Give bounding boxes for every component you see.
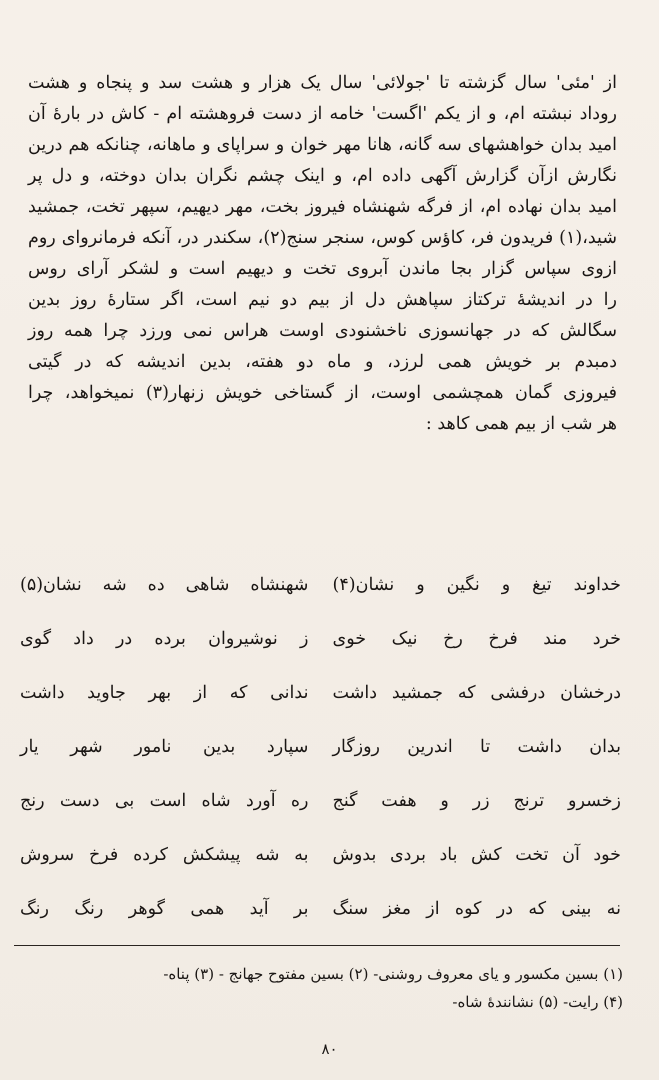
prose-line: نگارش ازآن گزارش آگهی داده ام، و اینک چشم نگران بدان دوخته، و دل پر [28, 166, 617, 186]
prose-paragraph [28, 68, 617, 440]
couplet [20, 666, 621, 720]
footnote-line: (۱) بسین مکسور و یای معروف روشنی- (۲) بسین مفتوح جهانج - (۳) پناه- [163, 965, 623, 983]
prose-line: روداد نبشته ام، و از یکم 'اگست' خامه از دست فروهشته ام - کاش در بارهٔ آن [28, 104, 617, 124]
verse-block [20, 558, 621, 936]
prose-line: ازوی سپاس گزار بجا ماندن آبروی تخت و دیهیم است و لشکر آرای روس [28, 259, 617, 279]
hemistich-second: ره آورد شاه است بی دست رنج [20, 791, 309, 811]
hemistich-second: ندانی که از بهر جاوید داشت [20, 683, 309, 703]
hemistich-second: شهنشاه شاهی ده شه نشان(۵) [20, 575, 309, 595]
prose-line: دمبدم بر خویش همی لرزد، و ماه دو هفته، بدین اندیشه که در گیتی [28, 352, 617, 372]
footnotes [24, 960, 623, 1016]
prose-line: فیروزی گمان همچشمی اوست، از گستاخی خویش زنهار(۳) نمیخواهد، چرا [28, 383, 617, 403]
hemistich-second: به شه پیشکش کرده فرخ سروش [20, 845, 309, 865]
page-number: ۸۰ [321, 1040, 338, 1058]
couplet [20, 720, 621, 774]
prose-line: شید،(۱) فریدون فر، کاؤس کوس، سنجر سنج(۲)، سکندر در، آنکه فرمانروای روم [28, 228, 617, 248]
hemistich-first: بدان داشت تا اندرین روزگار [332, 737, 621, 757]
prose-line: هر شب از بیم همی کاهد : [425, 414, 617, 434]
hemistich-first: درخشان درفشی که جمشید داشت [332, 683, 621, 703]
hemistich-first: خداوند تیغ و نگین و نشان(۴) [332, 575, 621, 595]
hemistich-first: نه بینی که در کوه از مغز سنگ [332, 899, 621, 919]
hemistich-first: خرد مند فرخ رخ نیک خوی [332, 629, 621, 649]
hemistich-second: ز نوشیروان برده در داد گوی [20, 629, 309, 649]
hemistich-second: سپارد بدین نامور شهر یار [20, 737, 309, 757]
couplet [20, 828, 621, 882]
prose-line: را در اندیشهٔ ترکتاز سپاهش دل از بیم دو نیم است، اگر ستارهٔ روز بدین [28, 290, 617, 310]
prose-line: سگالش که در جهانسوزی ناخشنودی اوست هراس نمی ورزد چرا همه روز [28, 321, 617, 341]
hemistich-second: بر آید همی گوهر رنگ رنگ [20, 899, 309, 919]
footnote-line: (۴) رایت- (۵) نشانندهٔ شاه- [452, 993, 623, 1011]
prose-line: از 'مئی' سال گزشته تا 'جولائی' سال یک هزار و هشت سد و پنجاه و هشت [28, 73, 617, 93]
prose-line: امید بدان خواهشهای سه گانه، هانا مهر خوان و سراپای و ماهانه، چنانکه هم درین [28, 135, 617, 155]
footnote-divider [14, 945, 620, 946]
couplet [20, 612, 621, 666]
couplet [20, 774, 621, 828]
couplet [20, 558, 621, 612]
hemistich-first: خود آن تخت کش باد بردی بدوش [332, 845, 621, 865]
hemistich-first: زخسرو ترنج زر و هفت گنج [332, 791, 621, 811]
prose-line: امید بدان نهاده ام، از فرگه شهنشاه فیروز بخت، مهر دیهیم، سپهر تخت، جمشید [28, 197, 617, 217]
couplet [20, 882, 621, 936]
